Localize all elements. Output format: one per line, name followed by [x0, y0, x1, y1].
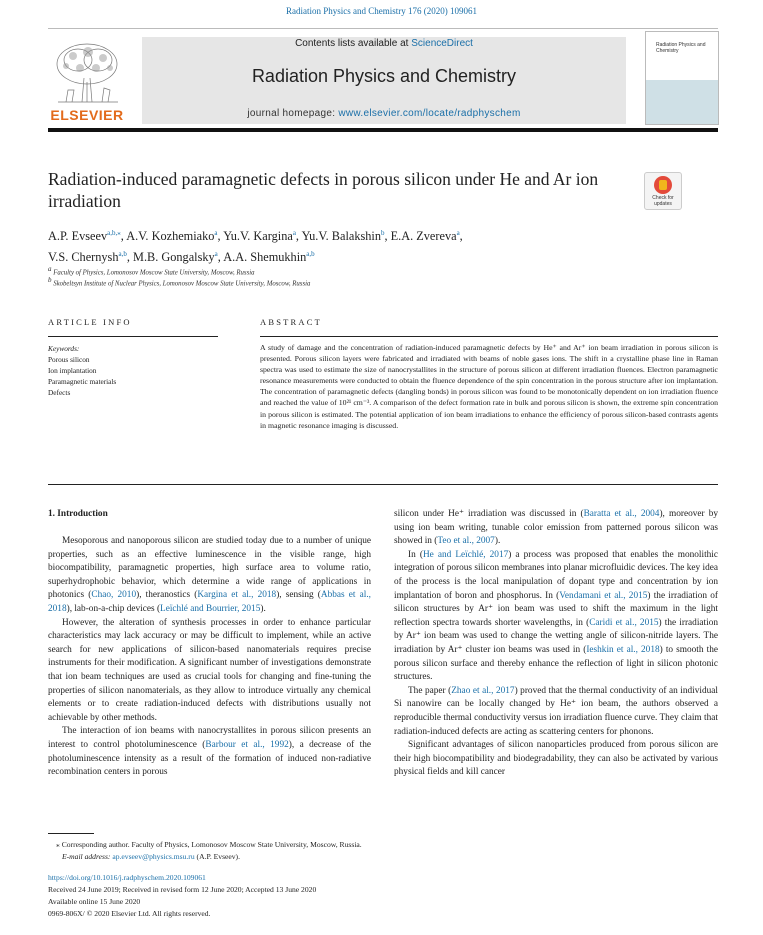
- paragraph: Mesoporous and nanoporous silicon are studied today due to a number of unique properties, such as an effective luminescence in the visible range, high biocompatibility, paramagnetic properties, high surface area to volume ratio, superhydrophobic behavior, which determine a wide range of applications in photonics (Chao, 2010), theranostics (Kargina et al., 2018), sensing (Abbas et al., 2018), lab-on-a-chip devices (Leïchlé and Bourrier, 2015).: [48, 536, 371, 614]
- author-affiliation-mark[interactable]: a: [214, 250, 218, 259]
- section-heading-introduction: 1. Introduction: [48, 509, 108, 519]
- citation-link[interactable]: Caridi et al., 2015: [589, 617, 659, 628]
- keyword: Ion implantation: [48, 366, 97, 375]
- author-affiliation-mark[interactable]: a: [456, 229, 460, 237]
- keyword: Defects: [48, 388, 71, 397]
- check-for-updates-badge[interactable]: [644, 172, 682, 210]
- author-line-1: A.P. Evseev$^{a,b,⁎}$, A.V. Kozhemiako$^a$, Yu.V. Kargina$^a$, Yu.V. Balakshin$^b$, E.A. Zvereva$^a$,: [48, 229, 463, 244]
- citation-link[interactable]: Zhao et al., 2017: [451, 685, 515, 696]
- keywords-label: Keywords:: [48, 344, 80, 353]
- keyword: Porous silicon: [48, 355, 90, 364]
- citation-link[interactable]: Baratta et al., 2004: [583, 509, 660, 519]
- author-name: V.S. Chernysh: [48, 250, 119, 265]
- author-name: Yu.V. Balakshin: [301, 229, 381, 244]
- author-name: Yu.V. Kargina: [223, 229, 293, 244]
- paragraph: The paper (Zhao et al., 2017) proved that the thermal conductivity of an individual Si nanowire can be locally changed by He⁺ ion beam, the authors observed a reproducible thermal conductivity versus ion irradiation fluence curve. They claim that radiation-induced defects are acting as scattering centers for phonons.: [394, 685, 718, 737]
- email-link[interactable]: ap.evseev@physics.msu.ru: [112, 852, 195, 861]
- copyright: 0969-806X/ © 2020 Elsevier Ltd. All rights reserved.: [48, 909, 211, 918]
- received-dates: Received 24 June 2019; Received in revised form 12 June 2020; Accepted 13 June 2020: [48, 885, 317, 894]
- email-line: E-mail address: ap.evseev@physics.msu.ru (A.P. Evseev).: [62, 852, 240, 861]
- author-affiliation-mark[interactable]: a,b,⁎: [107, 229, 121, 237]
- author-name: A.V. Kozhemiako: [126, 229, 215, 244]
- header-thick-rule: [48, 128, 718, 132]
- citation-link[interactable]: Abbas et al., 2018: [48, 590, 371, 614]
- sciencedirect-link[interactable]: ScienceDirect: [411, 38, 473, 49]
- article-title: Radiation-induced paramagnetic defects in porous silicon under He and Ar ion irradiation: [48, 169, 599, 211]
- citation-link[interactable]: Chao, 2010: [91, 590, 137, 601]
- abstract-heading: ABSTRACT: [260, 317, 322, 327]
- author-affiliation-mark[interactable]: a: [292, 229, 296, 237]
- homepage-link[interactable]: www.elsevier.com/locate/radphyschem: [338, 108, 521, 119]
- author-affiliation-mark[interactable]: b: [381, 229, 385, 237]
- publisher-name: ELSEVIER: [50, 107, 124, 123]
- affiliation-b: $^b$ Skobeltsyn Institute of Nuclear Physics, Lomonosov Moscow State University, Moscow, Russia: [48, 276, 311, 288]
- paragraph: In (He and Leïchlé, 2017) a process was proposed that enables the monolithic integration of porous silicon membranes into planar microfluidic devices. The key idea of the process is the local manipulation of dopant type and concentration by ion implantation of boron and phosphorus. In (Vendamani et al., 2015) the irradiation of silicon structures by Ar⁺ ion beam was used to shift the maximum in the light reflection spectra towards shorter wavelengths, in (Caridi et al., 2015) the irradiation by Ar⁺ ion beam was used to change the wetting angle of silicon-nitride layers. The irradiation by Ar⁺ cluster ion beams was used in (Ieshkin et al., 2018) to smooth the porous silicon surface and thereby enhance the reflection of light in silicon photonic structures.: [394, 549, 719, 683]
- abstract-rule: [260, 336, 718, 337]
- paragraph: However, the alteration of synthesis processes in order to enhance particular characteristics may lack accuracy or may be difficult to implement, while an active search for new applications of silicon-based nanomaterials requires precise instruments for their modification. A significant number of investigations demonstrate that ion beam techniques are used as crucial tools for changing and fine-tuning the properties of silicon nanomaterials, as they allow to introduce virtually any chemical elements or to create radiation-induced defects with distributions usually not achievable by other methods.: [48, 617, 371, 723]
- citation-link[interactable]: Ieshkin et al., 2018: [586, 644, 660, 655]
- info-rule: [48, 336, 218, 337]
- check-updates-label: Check for updates: [652, 195, 674, 207]
- citation-link[interactable]: Leïchlé and Bourrier, 2015: [160, 603, 261, 614]
- author-name: M.B. Gongalsky: [133, 250, 215, 265]
- paragraph: The interaction of ion beams with nanocrystallites in porous silicon presents an interest to control photoluminescence (Barbour et al., 1992), a decrease of the photoluminescence intensity as a result of the formation of induced non-radiative recombination centers in porous: [48, 726, 371, 778]
- left-column: [48, 535, 371, 780]
- header-divider: [48, 28, 718, 29]
- author-name: E.A. Zvereva: [390, 229, 457, 244]
- doi-link[interactable]: https://doi.org/10.1016/j.radphyschem.2020.109061: [48, 873, 206, 882]
- author-name: A.P. Evseev: [48, 229, 108, 244]
- journal-citation[interactable]: Radiation Physics and Chemistry 176 (2020) 109061: [286, 6, 477, 16]
- corresponding-author-note: ⁎ Corresponding author. Faculty of Physics, Lomonosov Moscow State University, Moscow, Russia.: [56, 840, 362, 849]
- citation-link[interactable]: Teo et al., 2007: [437, 536, 495, 547]
- journal-homepage: journal homepage: www.elsevier.com/locate/radphyschem: [247, 108, 521, 119]
- author-list: [48, 224, 648, 266]
- available-online: Available online 15 June 2020: [48, 897, 141, 906]
- abstract-text: A study of damage and the concentration of radiation-induced paramagnetic defects by He⁺ and Ar⁺ ion beam irradiation in porous silicon is presented. Porous silicon layers were fabricated and irradiated with beams of noble gases ions. The shift in a crystalline phase line in Raman spectra was used to estimate the size of nanocrystallites in the structure of porous silicon at different irradiation fluences. Electron paramagnetic resonance measurements were conducted to obtain the fluence dependence of the spin concentration in the porous structure after ion implantation. The concentration of paramagnetic defects (dangling bonds) in porous silicon was found to be monotonically dependent on ion irradiation fluence and reached the value of 10²¹ cm⁻³. A comparison of the defect formation rate in bulk and porous silicon is shown, the extreme spin concentration in porous silicon is estimated. The potential application of ion beam irradiations to enhance the efficiency of porous silicon-based contrasts agents in magnetic resonance imaging is discussed.: [260, 343, 718, 430]
- affiliation-a: $^a$ Faculty of Physics, Lomonosov Moscow State University, Moscow, Russia: [48, 265, 255, 277]
- citation-link[interactable]: Barbour et al., 1992: [205, 739, 289, 750]
- author-affiliation-mark[interactable]: a: [214, 229, 218, 237]
- citation-link[interactable]: Vendamani et al., 2015: [559, 590, 648, 601]
- contents-line: Contents lists available at ScienceDirect: [295, 38, 473, 49]
- right-column: [394, 508, 718, 780]
- cover-title: Radiation Physics and Chemistry: [656, 42, 706, 54]
- footnote-divider: [48, 833, 94, 834]
- abstract-end-rule: [48, 484, 718, 485]
- author-name: A.A. Shemukhin: [223, 250, 307, 265]
- author-affiliation-mark[interactable]: a,b: [306, 250, 315, 259]
- paragraph: silicon under He⁺ irradiation was discussed in (Baratta et al., 2004), moreover by using ion beam writing, tunable color emission from patterned porous silicon was showed in (Teo et al., 2007).: [394, 509, 718, 547]
- citation-link[interactable]: He and Leïchlé, 2017: [422, 549, 509, 560]
- article-info-heading: ARTICLE INFO: [48, 317, 132, 327]
- journal-title: Radiation Physics and Chemistry: [251, 66, 517, 86]
- paragraph: Significant advantages of silicon nanoparticles produced from porous silicon are their high biocompatibility and biodegradability, they can also be activated by various physical fields and kill cancer: [394, 740, 718, 778]
- author-line-2: V.S. Chernysh$^{a,b}$, M.B. Gongalsky$^a$, A.A. Shemukhin$^{a,b}$: [48, 250, 315, 265]
- author-affiliation-mark[interactable]: a,b: [118, 250, 127, 259]
- citation-link[interactable]: Kargina et al., 2018: [197, 590, 277, 601]
- keyword: Paramagnetic materials: [48, 377, 117, 386]
- journal-cover: [645, 31, 719, 125]
